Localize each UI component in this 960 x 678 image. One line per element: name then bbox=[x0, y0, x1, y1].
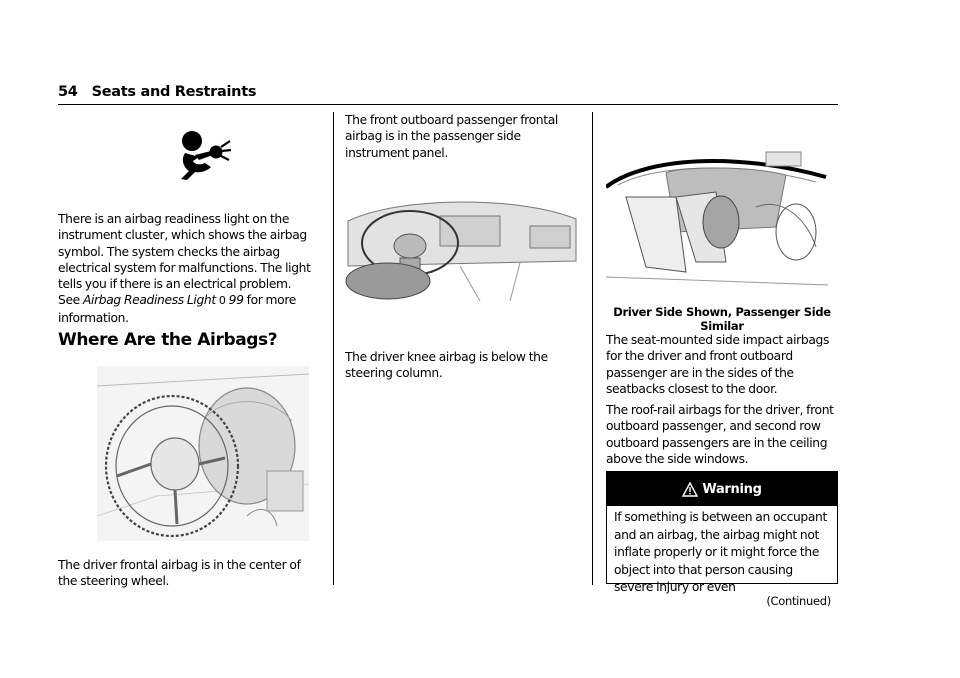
continued-label: (Continued) bbox=[766, 593, 831, 608]
airbag-symbol-icon bbox=[175, 127, 231, 181]
knee-airbag-paragraph: The driver knee airbag is below the steering column. bbox=[345, 350, 548, 381]
section-heading: Where Are the Airbags? bbox=[58, 330, 278, 350]
roof-rail-airbag-paragraph: The roof-rail airbags for the driver, front outboard passenger, and second row outboard passengers are in the ceiling above the side windows. bbox=[606, 403, 834, 466]
steering-wheel-airbag-illustration bbox=[97, 366, 309, 541]
column-1-text bbox=[58, 211, 316, 326]
side-roof-rail-airbag-illustration bbox=[606, 137, 828, 287]
paragraph-text: There is an airbag readiness light on the instrument cluster, which shows the airbag symbol. The system checks the airbag electrical system for malfunctions. The light tells you if there is an electrical problem. bbox=[58, 212, 311, 292]
page-number: 54 bbox=[58, 84, 78, 100]
side-impact-airbag-paragraph: The seat-mounted side impact airbags for the driver and front outboard passenger are in the sides of the seatbacks closest to the door. bbox=[606, 333, 830, 396]
page-ref-99[interactable]: 99 bbox=[228, 293, 244, 308]
warning-header bbox=[607, 472, 837, 506]
header-rule bbox=[58, 104, 838, 105]
warning-icon bbox=[682, 482, 698, 497]
section-title: Seats and Restraints bbox=[91, 84, 257, 100]
page-header bbox=[58, 84, 838, 106]
see-prefix: See bbox=[58, 293, 83, 308]
warning-body bbox=[607, 506, 837, 608]
warning-box bbox=[606, 471, 838, 608]
airbag-readiness-light-link[interactable]: Airbag Readiness Light bbox=[82, 293, 216, 308]
dashboard-knee-airbag-illustration bbox=[340, 191, 580, 301]
warning-title: Warning bbox=[702, 481, 762, 497]
see-suffix: for more information. bbox=[58, 293, 297, 325]
page-ref-glyph: 0 bbox=[218, 294, 226, 308]
driver-frontal-airbag-paragraph: The driver frontal airbag is in the center of the steering wheel. bbox=[58, 558, 301, 589]
passenger-frontal-airbag-paragraph: The front outboard passenger frontal airbag is in the passenger side instrument panel. bbox=[345, 113, 558, 160]
column-divider bbox=[333, 112, 334, 585]
illustration-caption: Driver Side Shown, Passenger Side Similar bbox=[613, 305, 831, 333]
airbag-light-paragraph bbox=[58, 211, 316, 326]
warning-text: If something is between an occupant and an airbag, the airbag might not inflate properly or it might force the object into that person causing severe injury or even bbox=[614, 510, 827, 595]
column-divider bbox=[592, 112, 593, 585]
